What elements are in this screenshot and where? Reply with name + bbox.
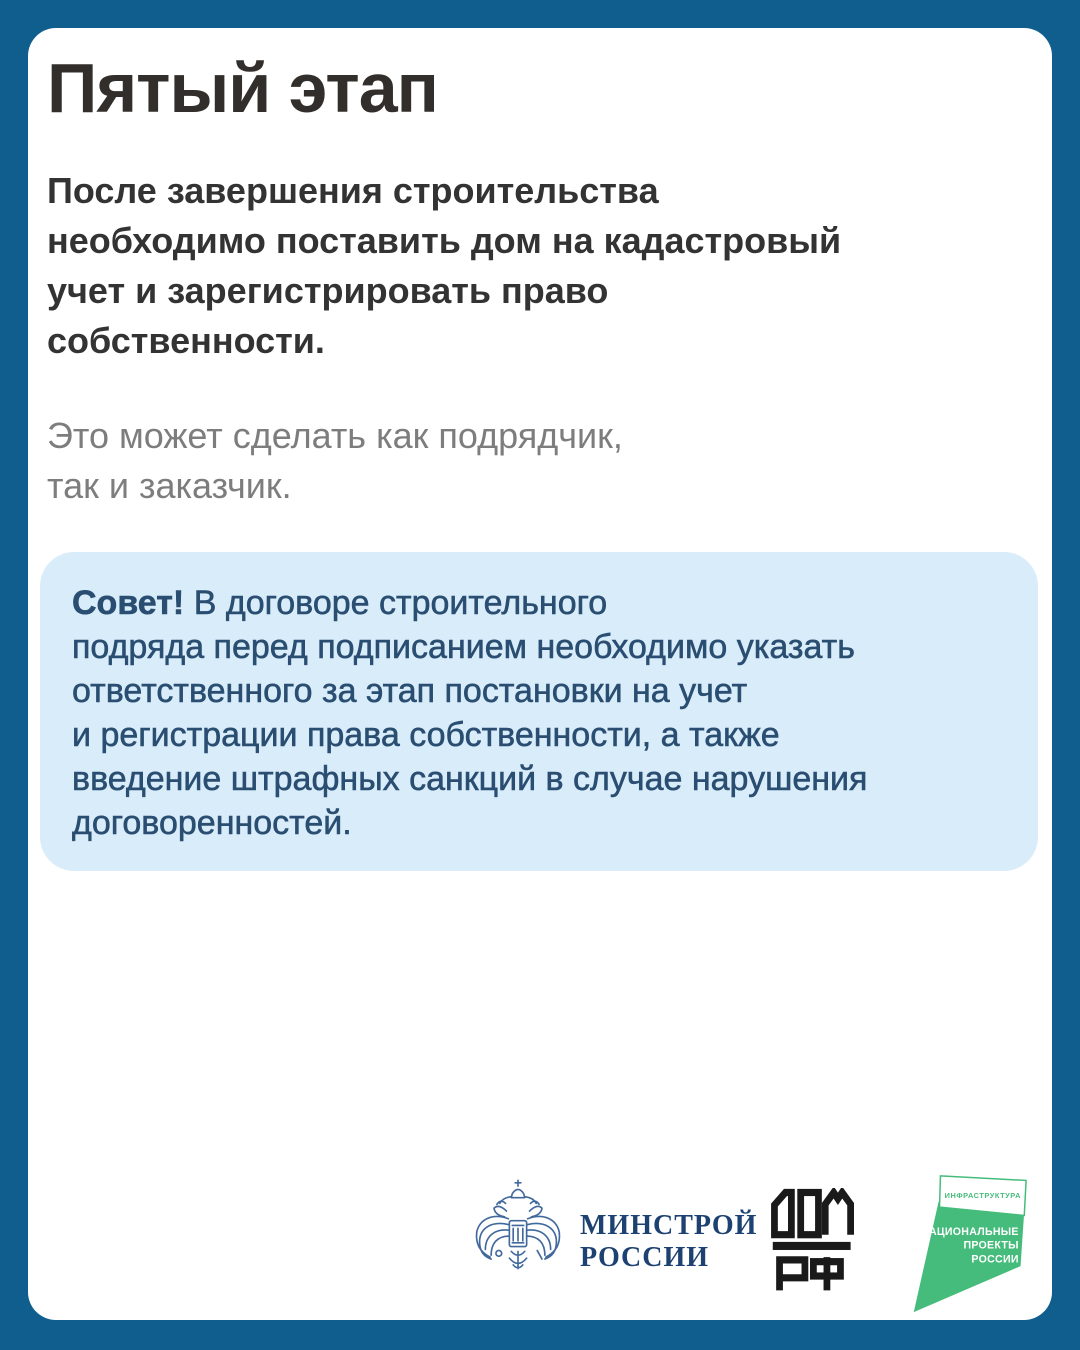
- minstroy-logo-text: [580, 1210, 757, 1274]
- intro-line: собственности.: [47, 320, 325, 361]
- domrf-logo-icon: [766, 1188, 854, 1294]
- tip-line: подряда перед подписанием необходимо указать: [72, 628, 855, 666]
- natproj-line: ПРОЕКТЫ: [963, 1239, 1019, 1252]
- natproj-line: НАЦИОНАЛЬНЫЕ: [921, 1225, 1019, 1238]
- national-projects-logo: [908, 1174, 1030, 1314]
- tip-line: ответственного за этап постановки на учет: [72, 672, 748, 710]
- intro-paragraph: [47, 166, 841, 366]
- tip-box: [40, 552, 1038, 871]
- note-line: так и заказчик.: [47, 465, 292, 506]
- intro-line: После завершения строительства: [47, 170, 659, 211]
- minstroy-eagle-icon: [470, 1176, 566, 1298]
- minstroy-line: МИНСТРОЙ: [580, 1210, 758, 1241]
- page-title: Пятый этап: [47, 49, 438, 127]
- note-line: Это может сделать как подрядчик,: [47, 415, 623, 456]
- intro-line: необходимо поставить дом на кадастровый: [47, 220, 842, 261]
- natproj-line: РОССИИ: [971, 1253, 1019, 1266]
- tip-line: договоренностей.: [72, 804, 352, 842]
- intro-line: учет и зарегистрировать право: [47, 270, 609, 311]
- tip-line: [72, 581, 1008, 625]
- tip-text: В договоре строительного: [193, 584, 608, 622]
- content-card: [28, 28, 1052, 1320]
- note-paragraph: [47, 411, 623, 511]
- minstroy-line: РОССИИ: [580, 1242, 710, 1273]
- tip-label: Совет!: [72, 584, 185, 622]
- natproj-tag: ИНФРАСТРУКТУРА: [944, 1190, 1021, 1200]
- tip-line: введение штрафных санкций в случае нарушения: [72, 760, 868, 798]
- tip-line: и регистрации права собственности, а также: [72, 716, 780, 754]
